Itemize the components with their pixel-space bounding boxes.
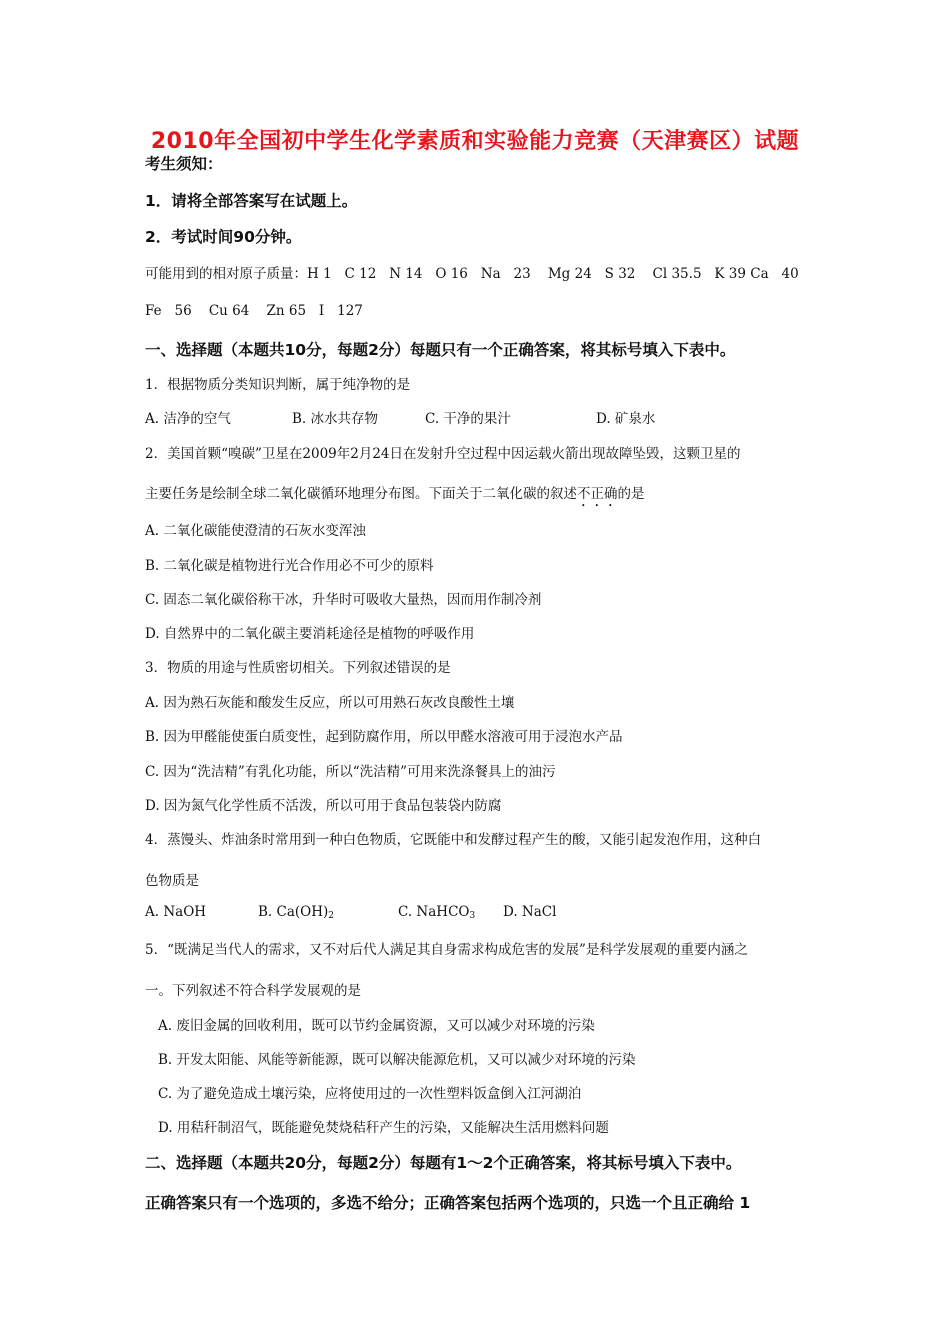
- document-title: 2010年全国初中学生化学素质和实验能力竞赛（天津赛区）试题: [150, 129, 800, 154]
- question-2-option-d: D. 自然界中的二氧化碳主要消耗途径是植物的呼吸作用: [145, 626, 475, 642]
- atomic-masses-line-1: 可能用到的相对原子质量：H 1 C 12 N 14 O 16 Na 23 Mg 24 S 32 Cl 35.5 K 39 Ca 40: [145, 266, 799, 282]
- question-1-option-b: B. 冰水共存物: [292, 411, 379, 427]
- notice-item-1: 1．请将全部答案写在试题上。: [145, 192, 358, 210]
- question-4-stem-line-1: 4．蒸馒头、炸油条时常用到一种白色物质，它既能中和发酵过程产生的酸，又能引起发泡作用，这种白: [145, 832, 762, 848]
- question-1-option-d: D. 矿泉水: [596, 411, 656, 427]
- question-4-stem-line-2: 色物质是: [145, 873, 199, 889]
- question-1-option-a: A. 洁净的空气: [145, 411, 231, 427]
- question-4-option-a: A. NaOH: [145, 904, 207, 920]
- question-2-stem-suffix: 的是: [617, 486, 645, 502]
- question-2-option-a: A. 二氧化碳能使澄清的石灰水变浑浊: [145, 523, 366, 539]
- question-2-stem-line-2: [145, 482, 645, 510]
- question-2-option-c: C. 固态二氧化碳俗称干冰，升华时可吸收大量热，因而用作制冷剂: [145, 592, 542, 608]
- question-3-option-d: D. 因为氮气化学性质不活泼，所以可用于食品包装袋内防腐: [145, 798, 502, 814]
- notice-item-2: 2．考试时间90分钟。: [145, 228, 302, 246]
- question-5-option-b: B. 开发太阳能、风能等新能源，既可以解决能源危机，又可以减少对环境的污染: [158, 1052, 636, 1068]
- question-4-option-c-text: C. NaHCO: [398, 904, 470, 920]
- question-2-option-b: B. 二氧化碳是植物进行光合作用必不可少的原料: [145, 558, 434, 574]
- question-3-stem: 3．物质的用途与性质密切相关。下列叙述错误的是: [145, 660, 451, 676]
- section-2-heading-line-2: 正确答案只有一个选项的，多选不给分；正确答案包括两个选项的，只选一个且正确给 1: [145, 1194, 751, 1212]
- question-4-option-d: D. NaCl: [503, 904, 557, 920]
- question-5-option-c: C. 为了避免造成土壤污染，应将使用过的一次性塑料饭盒倒入江河湖泊: [158, 1086, 582, 1102]
- question-4-option-c: [398, 904, 475, 921]
- notice-heading: 考生须知：: [145, 155, 223, 173]
- atomic-masses-line-2: Fe 56 Cu 64 Zn 65 I 127: [145, 303, 363, 319]
- question-4-option-b-text: B. Ca(OH): [258, 904, 329, 920]
- question-1-option-c: C. 干净的果汁: [425, 411, 511, 427]
- question-3-option-c: C. 因为“洗洁精”有乳化功能，所以“洗洁精”可用来洗涤餐具上的油污: [145, 764, 556, 780]
- question-2-emphasized-text: 不正确: [577, 486, 618, 502]
- question-4-option-b-subscript: 2: [328, 911, 334, 921]
- question-3-option-b: B. 因为甲醛能使蛋白质变性，起到防腐作用，所以甲醛水溶液可用于浸泡水产品: [145, 729, 623, 745]
- question-5-option-a: A. 废旧金属的回收利用，既可以节约金属资源，又可以减少对环境的污染: [158, 1018, 595, 1034]
- section-1-heading: 一、选择题（本题共10分，每题2分）每题只有一个正确答案，将其标号填入下表中。: [145, 341, 736, 359]
- question-2-stem-prefix: 主要任务是绘制全球二氧化碳循环地理分布图。下面关于二氧化碳的叙述: [145, 486, 577, 502]
- question-2-stem-line-1: 2．美国首颗“嗅碳”卫星在2009年2月24日在发射升空过程中因运载火箭出现故障坠毁，这颗卫星的: [145, 446, 741, 462]
- question-5-stem-line-2: 一。下列叙述不符合科学发展观的是: [145, 983, 361, 999]
- question-1-stem: 1．根据物质分类知识判断，属于纯净物的是: [145, 377, 411, 393]
- question-4-option-b: [258, 904, 334, 921]
- question-3-option-a: A. 因为熟石灰能和酸发生反应，所以可用熟石灰改良酸性土壤: [145, 695, 515, 711]
- question-5-option-d: D. 用秸秆制沼气，既能避免焚烧秸秆产生的污染，又能解决生活用燃料问题: [158, 1120, 609, 1136]
- question-4-option-c-subscript: 3: [469, 911, 476, 921]
- section-2-heading-line-1: 二、选择题（本题共20分，每题2分）每题有1～2个正确答案，将其标号填入下表中。: [145, 1154, 742, 1172]
- question-5-stem-line-1: 5．“既满足当代人的需求，又不对后代人满足其自身需求构成危害的发展”是科学发展观的重要内涵之: [145, 942, 748, 958]
